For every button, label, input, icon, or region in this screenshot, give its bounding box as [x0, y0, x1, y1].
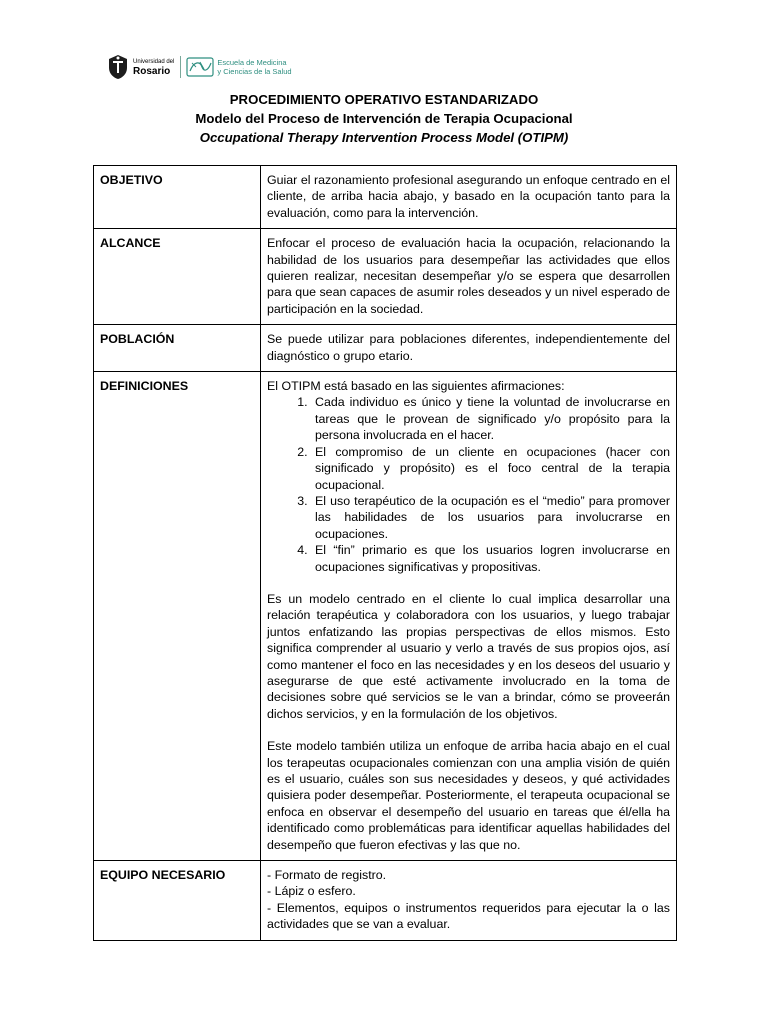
university-name: Rosario [133, 66, 171, 77]
equipment-line: - Lápiz o esfero. [267, 884, 356, 899]
affirmations-list [267, 394, 670, 574]
procedure-table [93, 165, 677, 941]
medicine-school-logo [186, 57, 214, 77]
document-title: PROCEDIMIENTO OPERATIVO ESTANDARIZADO [229, 92, 539, 107]
row-label-objetivo: OBJETIVO [94, 166, 261, 229]
row-label-definiciones: DEFINICIONES [94, 372, 261, 861]
university-crest-logo [107, 54, 129, 80]
university-small-label: Universidad del [133, 59, 175, 65]
list-item: 3. El uso terapéutico de la ocupación es el “medio” para promover las habilidades de los usuarios para involucrarse en ocupaciones. [311, 493, 670, 542]
document-titles [0, 90, 768, 147]
table-row-definiciones [94, 372, 677, 861]
equipment-line: - Elementos, equipos o instrumentos requeridos para ejecutar la o las actividades que se van a evaluar. [267, 900, 670, 932]
row-content-alcance: Enfocar el proceso de evaluación hacia la ocupación, relacionando la habilidad de los usuarios para desempeñar las actividades que ellos quieren realizar, necesitan desempeñar y/o se espera que desarrollen para que sean capaces de asumir roles deseados y un nivel esperado de participación en la sociedad. [261, 229, 677, 325]
school-line-2: y Ciencias de la Salud [217, 67, 292, 76]
table-row-objetivo [94, 166, 677, 229]
table-row-poblacion [94, 325, 677, 372]
row-label-alcance: ALCANCE [94, 229, 261, 325]
school-line-1: Escuela de Medicina [217, 58, 287, 67]
school-wordmark [217, 58, 291, 76]
header-divider [180, 56, 181, 78]
row-content-objetivo: Guiar el razonamiento profesional asegurando un enfoque centrado en el cliente, de arriba hacia abajo, y basado en la ocupación tanto para la evaluación, como para la intervención. [261, 166, 677, 229]
definiciones-paragraph-2: Este modelo también utiliza un enfoque de arriba hacia abajo en el cual los terapeutas ocupacionales comienzan con una amplia visión de quién es el usuario, cuáles son sus necesidades y deseos, y qué actividades quisiera poder desempeñar. Posteriormente, el terapeuta ocupacional se enfoca en observar el desempeño del usuario en tareas que él/ella ha identificado como problemáticas para identificar aquellas habilidades del desempeño que fueron efectivas y las que no. [267, 739, 670, 852]
definiciones-paragraph-1: Es un modelo centrado en el cliente lo cual implica desarrollar una relación terapéutica y colaboradora con los usuarios, y luego trabajar juntos enfatizando las propias perspectivas de ellos mismos. Esto significa comprender al usuario y verlo a través de sus propios ojos, así como mantener el foco en las necesidades y en los deseos del usuario y asegurarse de que esté activamente involucrado en la toma de decisiones sobre qué servicios se le van a brindar, cómo se proveerán dichos servicios, y en la formulación de los objetivos. [267, 591, 670, 721]
list-item: 2. El compromiso de un cliente en ocupaciones (hacer con significado y propósito) es el foco central de la terapia ocupacional. [311, 444, 670, 493]
university-wordmark [133, 58, 174, 76]
row-label-equipo: EQUIPO NECESARIO [94, 861, 261, 941]
table-row-alcance [94, 229, 677, 325]
row-label-poblacion: POBLACIÓN [94, 325, 261, 372]
table-row-equipo [94, 861, 677, 941]
row-content-poblacion: Se puede utilizar para poblaciones diferentes, independientemente del diagnóstico o grupo etario. [261, 325, 677, 372]
document-header [107, 52, 292, 82]
list-item: 4. El “fin” primario es que los usuarios logren involucrarse en ocupaciones significativas y propositivas. [311, 542, 670, 575]
definiciones-intro: El OTIPM está basado en las siguientes afirmaciones: [267, 379, 565, 394]
equipment-line: - Formato de registro. [267, 868, 387, 883]
row-content-definiciones [261, 372, 677, 861]
row-content-equipo [261, 861, 677, 941]
document-subtitle: Modelo del Proceso de Intervención de Terapia Ocupacional [195, 111, 573, 126]
document-subtitle-english: Occupational Therapy Intervention Process Model (OTIPM) [199, 130, 569, 145]
list-item: 1. Cada individuo es único y tiene la voluntad de involucrarse en tareas que le provean de significado y/o propósito para la persona involucrada en el hacer. [311, 394, 670, 443]
